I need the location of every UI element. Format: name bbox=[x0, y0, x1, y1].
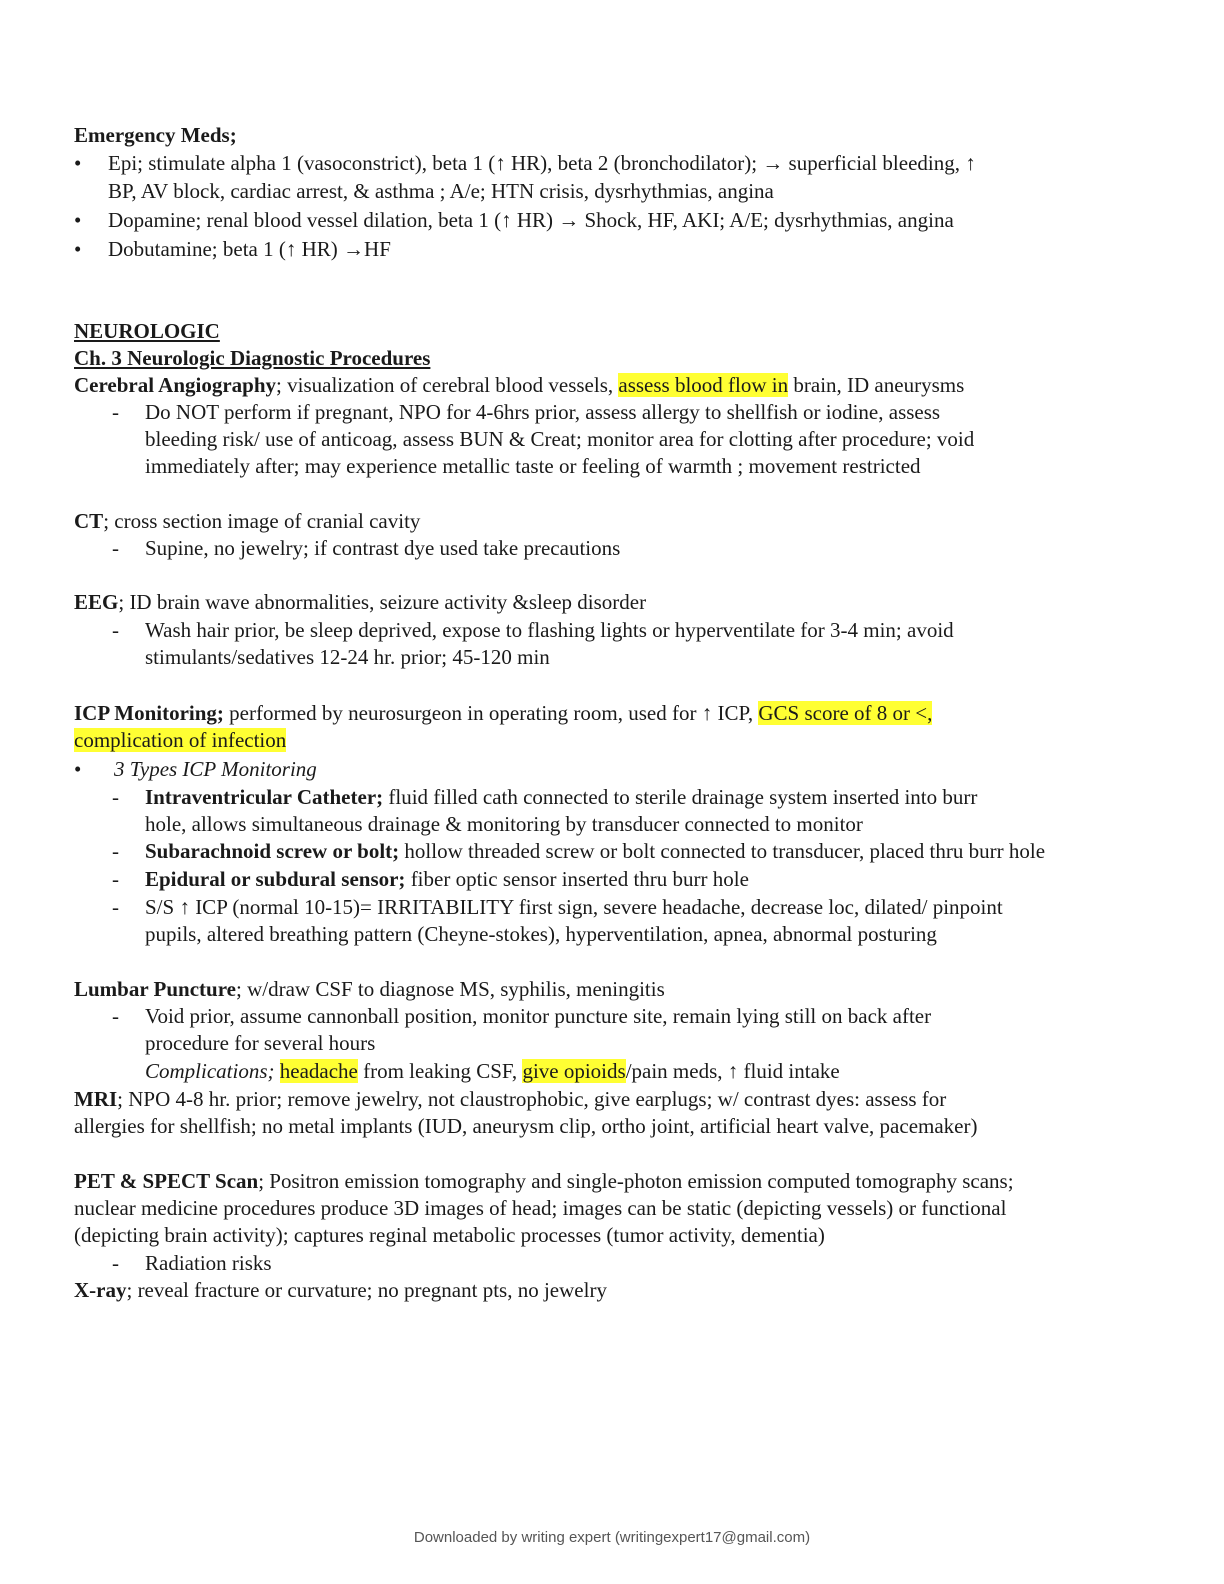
eeg-detail-2: stimulants/sedatives 12-24 hr. prior; 45-120 min bbox=[145, 645, 550, 669]
mri-text-1: ; NPO 4-8 hr. prior; remove jewelry, not claustrophobic, give earplugs; w/ contrast dyes: assess for bbox=[117, 1087, 947, 1111]
chapter-heading: Ch. 3 Neurologic Diagnostic Procedures bbox=[74, 346, 431, 370]
ct-text: ; cross section image of cranial cavity bbox=[103, 509, 421, 533]
angiography-detail-1: Do NOT perform if pregnant, NPO for 4-6hrs prior, assess allergy to shellfish or iodine, assess bbox=[145, 400, 941, 424]
icp-highlight-2: complication of infection bbox=[74, 728, 287, 752]
subarachnoid-title: Subarachnoid screw or bolt; bbox=[145, 839, 400, 863]
subarachnoid-line bbox=[145, 838, 1045, 865]
dash: - bbox=[112, 895, 119, 919]
headache-highlight: headache bbox=[279, 1059, 358, 1083]
dopamine-line: Dopamine; renal blood vessel dilation, beta 1 (↑ HR) → Shock, HF, AKI; A/E; dysrhythmias, angina bbox=[108, 208, 954, 232]
emergency-heading: Emergency Meds; bbox=[74, 123, 237, 147]
mri-text-2: allergies for shellfish; no metal implants (IUD, aneurysm clip, ortho joint, artificial heart valve, pacemaker) bbox=[74, 1114, 978, 1138]
eeg-line bbox=[74, 589, 646, 616]
epidural-line bbox=[145, 866, 749, 893]
complications-end: /pain meds, ↑ fluid intake bbox=[625, 1059, 840, 1083]
xray-line bbox=[74, 1277, 607, 1304]
pet-title: PET & SPECT Scan bbox=[74, 1169, 259, 1193]
bullet: • bbox=[74, 151, 82, 175]
eeg-text: ; ID brain wave abnormalities, seizure activity &sleep disorder bbox=[118, 590, 647, 614]
lumbar-line bbox=[74, 976, 665, 1003]
dash: - bbox=[112, 400, 119, 424]
icp-title: ICP Monitoring; bbox=[74, 701, 224, 725]
ct-detail: Supine, no jewelry; if contrast dye used take precautions bbox=[145, 536, 621, 560]
lumbar-detail-1: Void prior, assume cannonball position, monitor puncture site, remain lying still on back after bbox=[145, 1004, 932, 1028]
dash: - bbox=[112, 1251, 119, 1275]
pet-text-2: nuclear medicine procedures produce 3D images of head; images can be static (depicting vessels) or functional bbox=[74, 1196, 1007, 1220]
intraventricular-text: fluid filled cath connected to sterile drainage system inserted into burr bbox=[383, 785, 978, 809]
ct-line bbox=[74, 508, 420, 535]
dash: - bbox=[112, 785, 119, 809]
lumbar-detail-2: procedure for several hours bbox=[145, 1031, 376, 1055]
dash: - bbox=[112, 618, 119, 642]
angiography-text-b: brain, ID aneurysms bbox=[788, 373, 965, 397]
epidural-title: Epidural or subdural sensor; bbox=[145, 867, 406, 891]
xray-text: ; reveal fracture or curvature; no pregnant pts, no jewelry bbox=[126, 1278, 607, 1302]
pet-text-1: ; Positron emission tomography and single-photon emission computed tomography scans; bbox=[258, 1169, 1014, 1193]
icp-line bbox=[74, 700, 932, 727]
eeg-detail-1: Wash hair prior, be sleep deprived, expose to flashing lights or hyperventilate for 3-4 min; avoid bbox=[145, 618, 954, 642]
angiography-line bbox=[74, 372, 964, 399]
bullet: • bbox=[74, 208, 82, 232]
eeg-title: EEG bbox=[74, 590, 119, 614]
epi-line-1: Epi; stimulate alpha 1 (vasoconstrict), beta 1 (↑ HR), beta 2 (bronchodilator); → superficial bleeding, ↑ bbox=[108, 151, 976, 175]
lumbar-text: ; w/draw CSF to diagnose MS, syphilis, meningitis bbox=[236, 977, 665, 1001]
icp-line-2 bbox=[74, 727, 286, 754]
lumbar-title: Lumbar Puncture bbox=[74, 977, 236, 1001]
angiography-detail-3: immediately after; may experience metallic taste or feeling of warmth ; movement restricted bbox=[145, 454, 921, 478]
subarachnoid-text: hollow threaded screw or bolt connected to transducer, placed thru burr hole bbox=[399, 839, 1046, 863]
epi-line-2: BP, AV block, cardiac arrest, & asthma ; A/e; HTN crisis, dysrhythmias, angina bbox=[108, 179, 774, 203]
pet-line bbox=[74, 1168, 1014, 1195]
dash: - bbox=[112, 536, 119, 560]
icp-signs-2: pupils, altered breathing pattern (Cheyne-stokes), hyperventilation, apnea, abnormal posturing bbox=[145, 922, 937, 946]
neurologic-heading: NEUROLOGIC bbox=[74, 319, 220, 343]
intraventricular-text-2: hole, allows simultaneous drainage & monitoring by transducer connected to monitor bbox=[145, 812, 863, 836]
angiography-highlight: assess blood flow in bbox=[618, 373, 789, 397]
download-footer: Downloaded by writing expert (writingexpert17@gmail.com) bbox=[413, 1529, 811, 1546]
mri-title: MRI bbox=[74, 1087, 118, 1111]
lumbar-complications bbox=[145, 1058, 840, 1085]
icp-signs-1: S/S ↑ ICP (normal 10-15)= IRRITABILITY first sign, severe headache, decrease loc, dilated/ pinpoint bbox=[145, 895, 1003, 919]
pet-detail: Radiation risks bbox=[145, 1251, 272, 1275]
dash: - bbox=[112, 1004, 119, 1028]
mri-line bbox=[74, 1086, 946, 1113]
dobutamine-line: Dobutamine; beta 1 (↑ HR) →HF bbox=[108, 237, 391, 261]
bullet: • bbox=[74, 757, 82, 781]
icp-types: 3 Types ICP Monitoring bbox=[114, 757, 317, 781]
xray-title: X-ray bbox=[74, 1278, 127, 1302]
dash: - bbox=[112, 839, 119, 863]
icp-text: performed by neurosurgeon in operating room, used for ↑ ICP, bbox=[223, 701, 759, 725]
icp-highlight-1: GCS score of 8 or <, bbox=[758, 701, 933, 725]
bullet: • bbox=[74, 237, 82, 261]
intraventricular-line bbox=[145, 784, 977, 811]
opioids-highlight: give opioids bbox=[522, 1059, 626, 1083]
angiography-text-a: ; visualization of cerebral blood vessels, bbox=[276, 373, 619, 397]
pet-text-3: (depicting brain activity); captures reginal metabolic processes (tumor activity, dementia) bbox=[74, 1223, 825, 1247]
angiography-title: Cerebral Angiography bbox=[74, 373, 277, 397]
complications-label: Complications; bbox=[145, 1059, 275, 1083]
epidural-text: fiber optic sensor inserted thru burr hole bbox=[405, 867, 749, 891]
dash: - bbox=[112, 867, 119, 891]
intraventricular-title: Intraventricular Catheter; bbox=[145, 785, 384, 809]
complications-mid: from leaking CSF, bbox=[357, 1059, 523, 1083]
ct-title: CT bbox=[74, 509, 104, 533]
angiography-detail-2: bleeding risk/ use of anticoag, assess BUN & Creat; monitor area for clotting after procedure; void bbox=[145, 427, 975, 451]
